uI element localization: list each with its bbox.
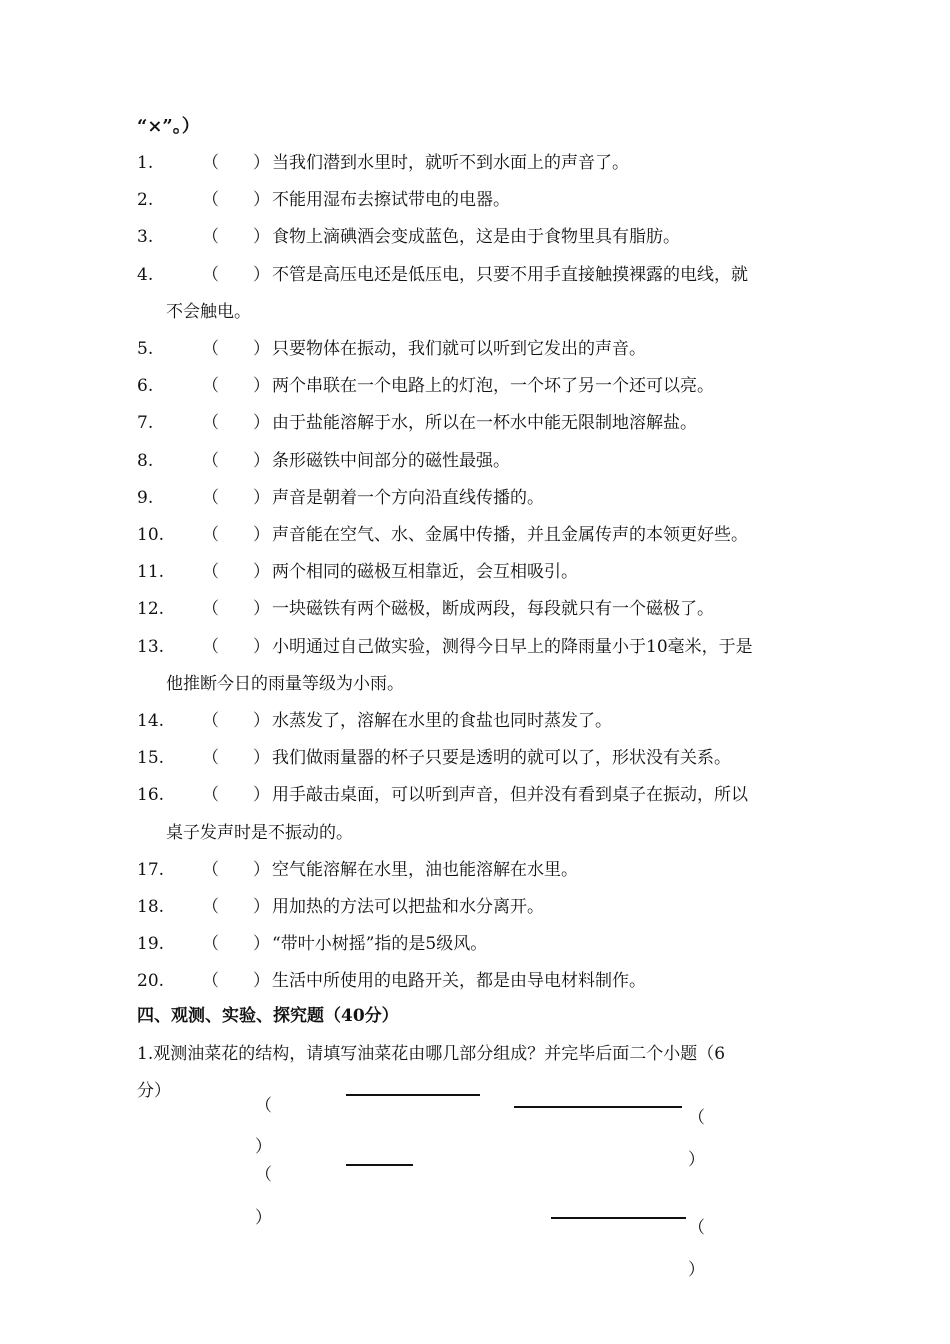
section-header-tail: “×”。） bbox=[137, 116, 200, 137]
label-line bbox=[551, 1217, 686, 1219]
label-line bbox=[514, 1106, 682, 1108]
answer-blank[interactable]: （ ） bbox=[202, 897, 270, 917]
item-number: 3. bbox=[137, 227, 154, 247]
item-number: 6. bbox=[137, 376, 154, 396]
answer-blank[interactable]: （ ） bbox=[202, 376, 270, 396]
item-statement: 小明通过自己做实验，测得今日早上的降雨量小于10毫米，于是 bbox=[272, 637, 753, 657]
item-statement: 由于盐能溶解于水，所以在一杯水中能无限制地溶解盐。 bbox=[272, 413, 697, 433]
item-number: 16. bbox=[137, 785, 165, 805]
item-number: 10. bbox=[137, 525, 165, 545]
answer-blank-close: ） bbox=[255, 1137, 272, 1157]
item-statement: 我们做雨量器的杯子只要是透明的就可以了，形状没有关系。 bbox=[272, 748, 731, 768]
item-statement: 水蒸发了，溶解在水里的食盐也同时蒸发了。 bbox=[272, 711, 612, 731]
item-statement: 条形磁铁中间部分的磁性最强。 bbox=[272, 451, 510, 471]
answer-blank-open[interactable]: （ bbox=[255, 1165, 272, 1185]
item-number: 18. bbox=[137, 897, 165, 917]
item-number: 8. bbox=[137, 451, 154, 471]
item-number: 9. bbox=[137, 488, 154, 508]
answer-blank-close: ） bbox=[255, 1208, 272, 1228]
question-1-line-2: 分） bbox=[137, 1081, 171, 1101]
item-statement: 生活中所使用的电路开关，都是由导电材料制作。 bbox=[272, 971, 646, 991]
item-statement: 声音能在空气、水、金属中传播，并且金属传声的本领更好些。 bbox=[272, 525, 748, 545]
item-number: 4. bbox=[137, 265, 154, 285]
item-statement-continued: 他推断今日的雨量等级为小雨。 bbox=[166, 674, 404, 694]
answer-blank[interactable]: （ ） bbox=[202, 748, 270, 768]
answer-blank[interactable]: （ ） bbox=[202, 971, 270, 991]
answer-blank[interactable]: （ ） bbox=[202, 785, 270, 805]
item-statement: 空气能溶解在水里，油也能溶解在水里。 bbox=[272, 860, 578, 880]
item-number: 19. bbox=[137, 934, 165, 954]
item-statement-continued: 不会触电。 bbox=[166, 302, 251, 322]
label-line bbox=[346, 1164, 413, 1166]
answer-blank[interactable]: （ ） bbox=[202, 525, 270, 545]
answer-blank[interactable]: （ ） bbox=[202, 339, 270, 359]
item-statement: 声音是朝着一个方向沿直线传播的。 bbox=[272, 488, 544, 508]
answer-blank-open[interactable]: （ bbox=[688, 1108, 705, 1128]
answer-blank-close: ） bbox=[688, 1260, 705, 1280]
item-statement: 用加热的方法可以把盐和水分离开。 bbox=[272, 897, 544, 917]
item-statement: 不能用湿布去擦试带电的电器。 bbox=[272, 190, 510, 210]
answer-blank[interactable]: （ ） bbox=[202, 711, 270, 731]
item-statement: 只要物体在振动，我们就可以听到它发出的声音。 bbox=[272, 339, 646, 359]
item-number: 7. bbox=[137, 413, 154, 433]
item-number: 15. bbox=[137, 748, 165, 768]
item-number: 1. bbox=[137, 153, 154, 173]
item-statement: 食物上滴碘酒会变成蓝色，这是由于食物里具有脂肪。 bbox=[272, 227, 680, 247]
item-statement: 两个串联在一个电路上的灯泡，一个坏了另一个还可以亮。 bbox=[272, 376, 714, 396]
item-statement: 两个相同的磁极互相靠近，会互相吸引。 bbox=[272, 562, 578, 582]
item-statement: 当我们潜到水里时，就听不到水面上的声音了。 bbox=[272, 153, 629, 173]
answer-blank[interactable]: （ ） bbox=[202, 190, 270, 210]
item-number: 12. bbox=[137, 599, 165, 619]
answer-blank[interactable]: （ ） bbox=[202, 153, 270, 173]
answer-blank-close: ） bbox=[688, 1150, 705, 1170]
answer-blank-open[interactable]: （ bbox=[688, 1218, 705, 1238]
item-number: 20. bbox=[137, 971, 165, 991]
item-statement: 不管是高压电还是低压电，只要不用手直接触摸裸露的电线，就 bbox=[272, 265, 748, 285]
item-statement: 一块磁铁有两个磁极，断成两段，每段就只有一个磁极了。 bbox=[272, 599, 714, 619]
item-number: 2. bbox=[137, 190, 154, 210]
answer-blank-open[interactable]: （ bbox=[255, 1096, 272, 1116]
answer-blank[interactable]: （ ） bbox=[202, 265, 270, 285]
item-statement: 用手敲击桌面，可以听到声音，但并没有看到桌子在振动，所以 bbox=[272, 785, 748, 805]
answer-blank[interactable]: （ ） bbox=[202, 599, 270, 619]
answer-blank[interactable]: （ ） bbox=[202, 637, 270, 657]
item-number: 11. bbox=[137, 562, 165, 582]
answer-blank[interactable]: （ ） bbox=[202, 413, 270, 433]
label-line bbox=[346, 1094, 480, 1096]
item-statement-continued: 桌子发声时是不振动的。 bbox=[166, 823, 353, 843]
answer-blank[interactable]: （ ） bbox=[202, 860, 270, 880]
item-number: 17. bbox=[137, 860, 165, 880]
section-title: 四、观测、实验、探究题（40分） bbox=[137, 1006, 399, 1026]
answer-blank[interactable]: （ ） bbox=[202, 451, 270, 471]
answer-blank[interactable]: （ ） bbox=[202, 934, 270, 954]
question-1-line-1: 1.观测油菜花的结构，请填写油菜花由哪几部分组成？并完毕后面二个小题（6 bbox=[137, 1044, 726, 1064]
answer-blank[interactable]: （ ） bbox=[202, 488, 270, 508]
item-number: 5. bbox=[137, 339, 154, 359]
item-number: 13. bbox=[137, 637, 165, 657]
answer-blank[interactable]: （ ） bbox=[202, 227, 270, 247]
item-statement: “带叶小树摇”指的是5级风。 bbox=[272, 934, 488, 954]
item-number: 14. bbox=[137, 711, 165, 731]
answer-blank[interactable]: （ ） bbox=[202, 562, 270, 582]
